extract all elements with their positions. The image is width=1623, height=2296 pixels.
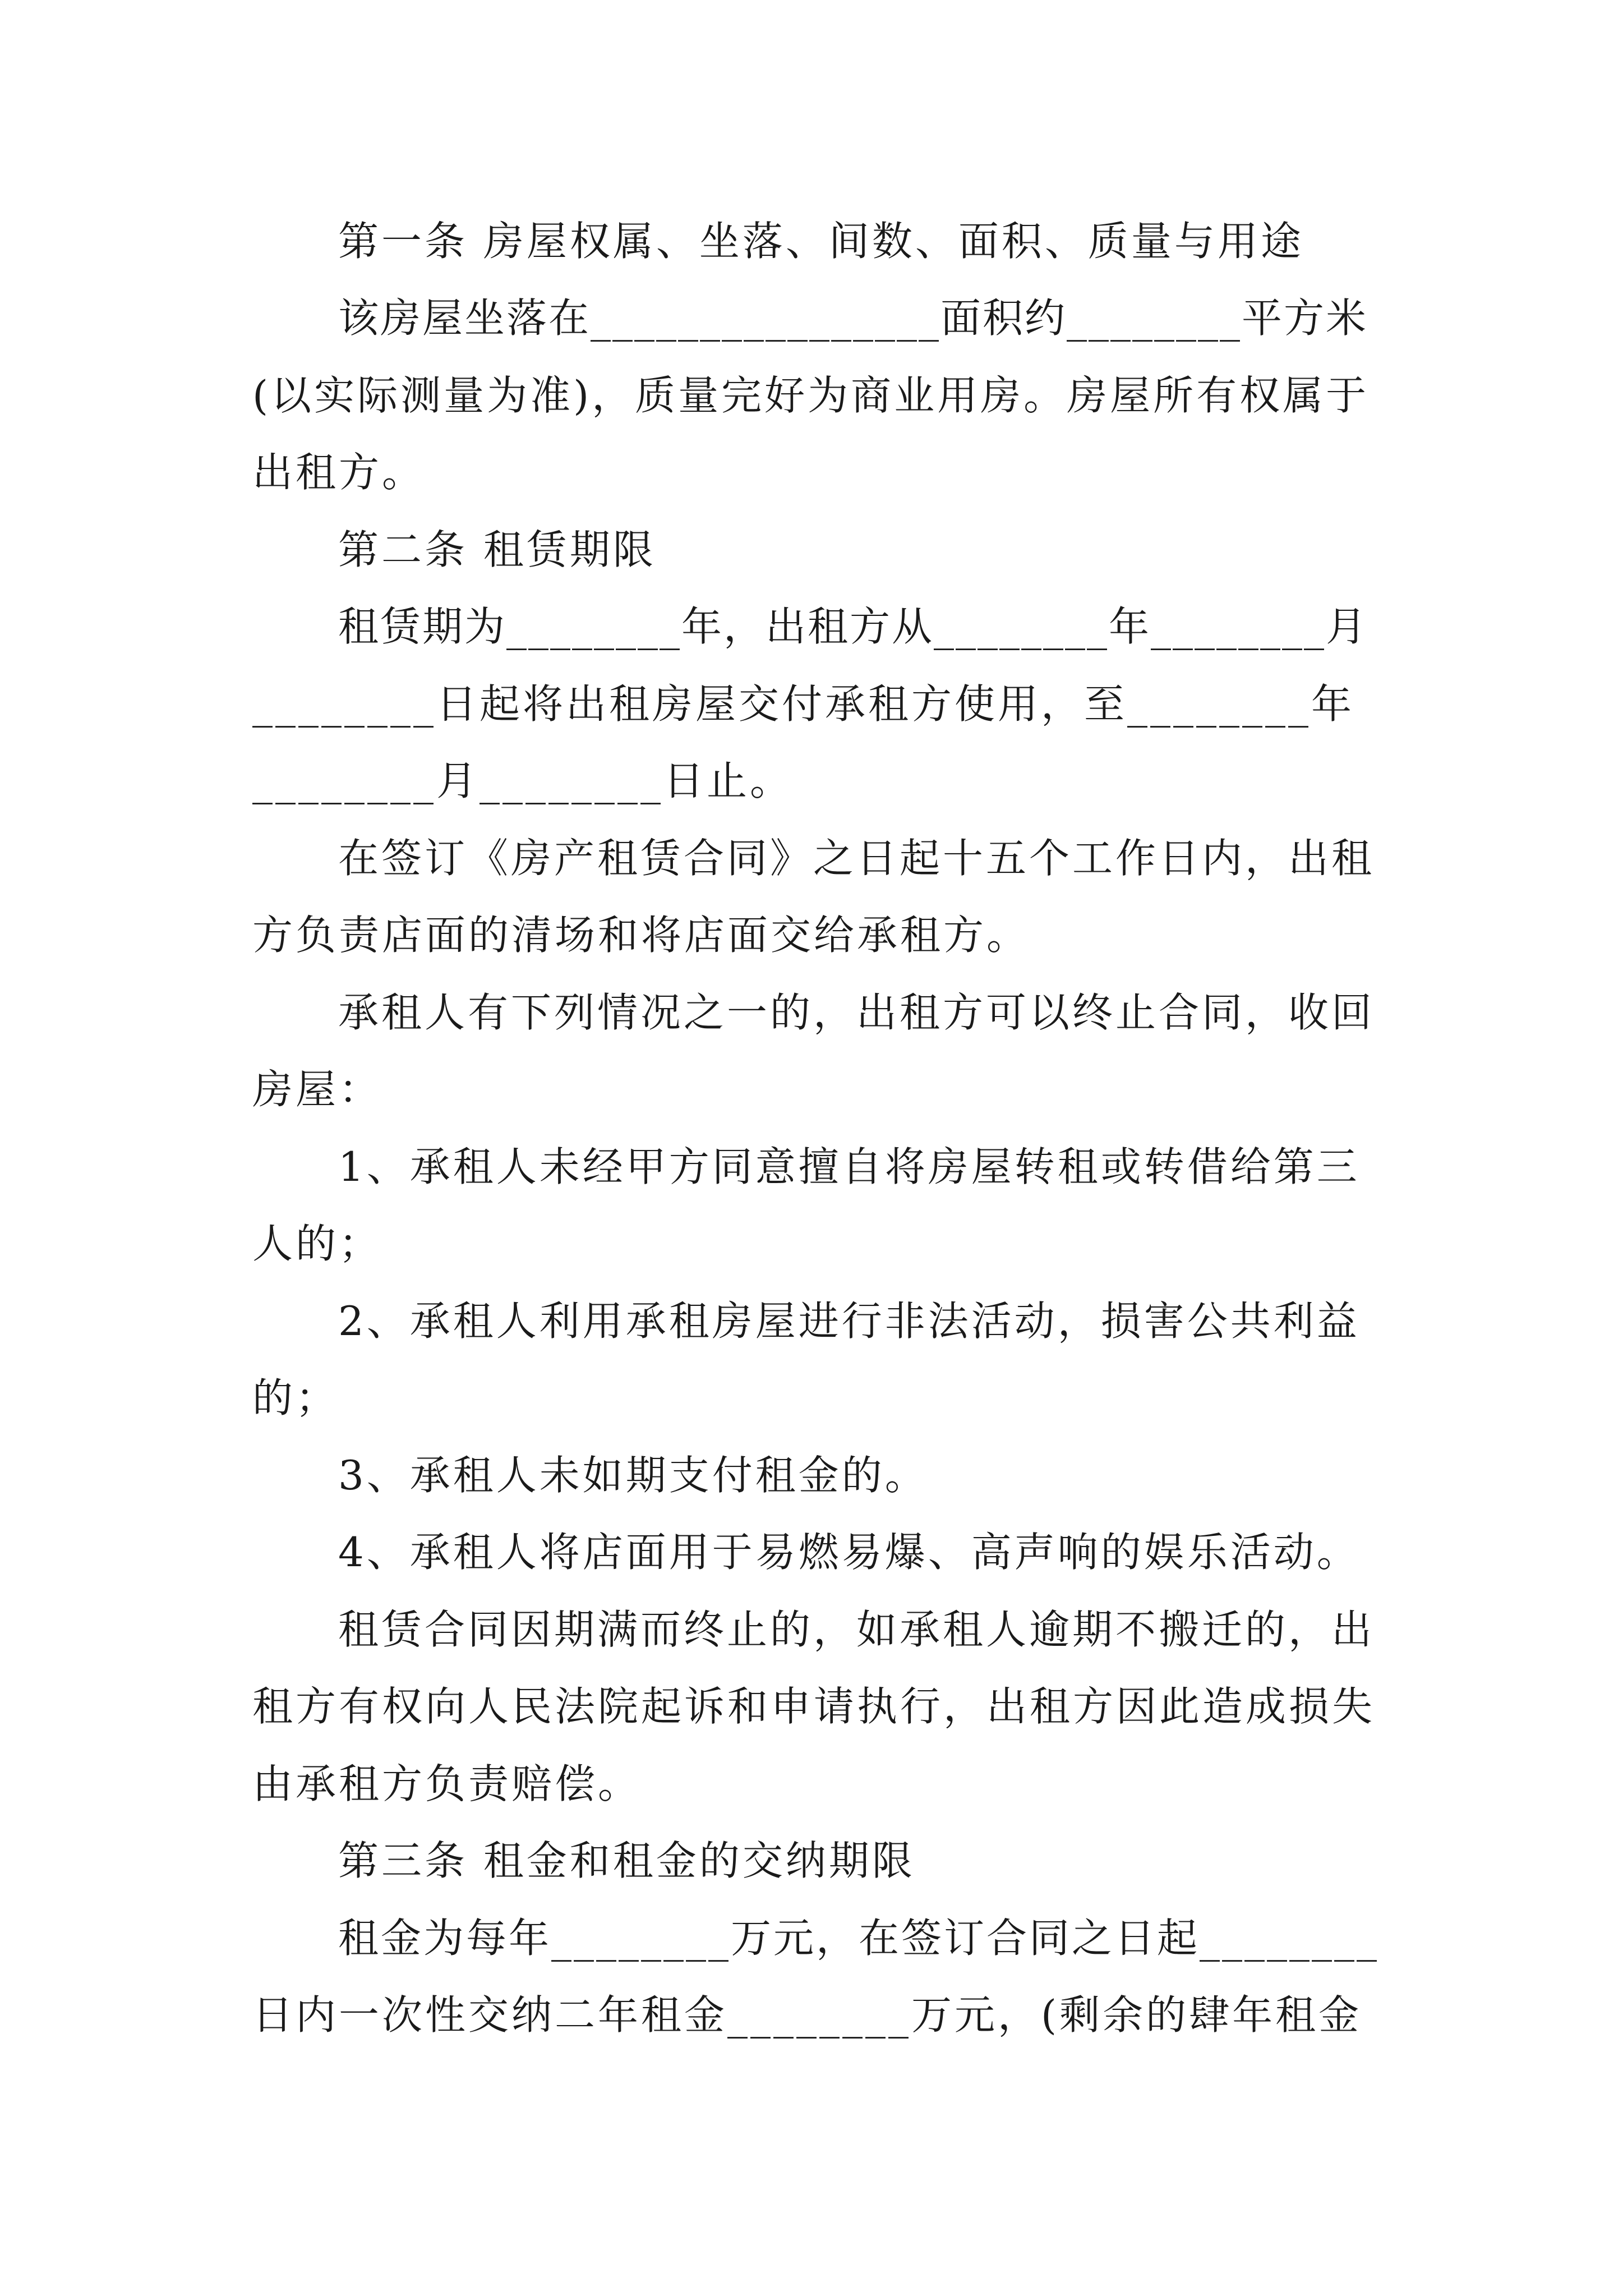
list-item: 1、承租人未经甲方同意擅自将房屋转租或转借给第三: [338, 1143, 1360, 1190]
list-item: 2、承租人利用承租房屋进行非法活动，损害公共利益: [338, 1297, 1360, 1345]
paragraph-line: 在签订《房产租赁合同》之日起十五个工作日内，出租: [338, 835, 1375, 882]
paragraph-line: 日内一次性交纳二年租金________万元，(剩余的肆年租金: [252, 1991, 1362, 2039]
paragraph-line: (以实际测量为准)，质量完好为商业用房。房屋所有权属于: [252, 372, 1370, 419]
paragraph-line: 租金为每年________万元，在签订合同之日起________: [338, 1915, 1380, 1962]
paragraph-line: 房屋：: [252, 1066, 382, 1113]
article-3-heading: 第三条 租金和租金的交纳期限: [338, 1837, 915, 1884]
paragraph-line: 该房屋坐落在________________面积约________平方米: [338, 295, 1368, 342]
paragraph-line: 租方有权向人民法院起诉和申请执行，出租方因此造成损失: [252, 1683, 1376, 1730]
list-item-continuation: 人的；: [252, 1220, 382, 1267]
paragraph-line: ________月________日止。: [252, 757, 794, 804]
paragraph-line: 方负责店面的清场和将店面交给承租方。: [252, 912, 1030, 959]
paragraph-line: 租赁期为________年，出租方从________年________月: [338, 603, 1368, 650]
article-2-heading: 第二条 租赁期限: [338, 526, 656, 573]
list-item: 4、承租人将店面用于易燃易爆、高声响的娱乐活动。: [338, 1529, 1360, 1576]
paragraph-line: 出租方。: [252, 449, 426, 496]
paragraph-line: 租赁合同因期满而终止的，如承租人逾期不搬迁的，出: [338, 1606, 1375, 1653]
paragraph-line: 由承租方负责赔偿。: [252, 1760, 642, 1807]
article-1-heading: 第一条 房屋权属、坐落、间数、面积、质量与用途: [338, 218, 1304, 265]
paragraph-line: ________日起将出租房屋交付承租方使用，至________年: [252, 680, 1355, 728]
list-item-continuation: 的；: [252, 1374, 339, 1421]
paragraph-line: 承租人有下列情况之一的，出租方可以终止合同，收回: [338, 989, 1375, 1036]
list-item: 3、承租人未如期支付租金的。: [338, 1452, 928, 1499]
